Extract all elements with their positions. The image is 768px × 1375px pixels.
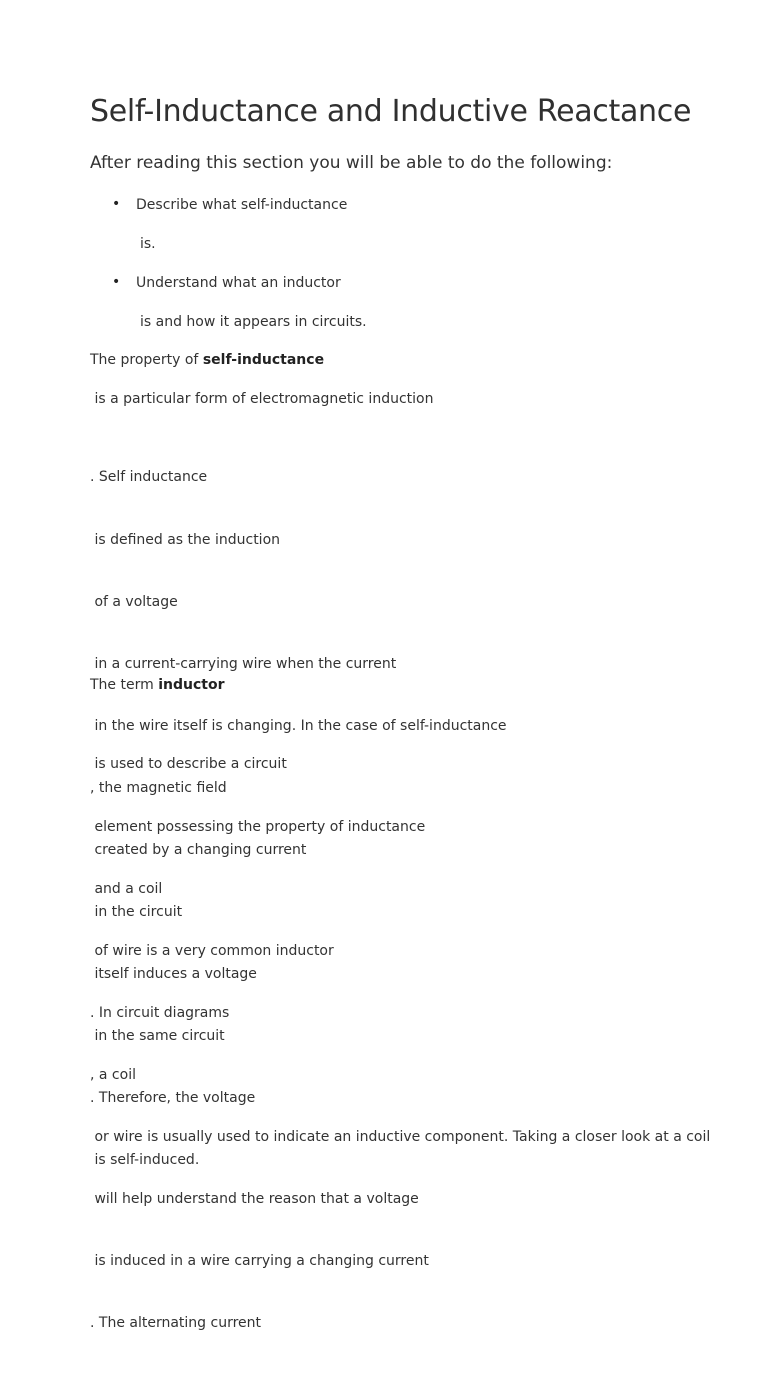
paragraph-line: in a current-carrying wire when the current — [90, 655, 397, 672]
bullet-marker: • — [112, 196, 121, 212]
paragraph-line: . In circuit diagrams — [90, 1004, 230, 1021]
bullet-item-continuation: is and how it appears in circuits. — [140, 314, 367, 330]
intro-text: After reading this section you will be able to do the following: — [90, 153, 613, 173]
paragraph-line: in the circuit — [90, 904, 183, 921]
page-title: Self-Inductance and Inductive Reactance — [90, 94, 692, 129]
paragraph-line: , a coil — [90, 1066, 136, 1083]
paragraph-line: is defined as the induction — [90, 531, 281, 548]
paragraph-line: . The alternating current — [90, 1315, 262, 1332]
paragraph-line: element possessing the property of inductance — [90, 818, 426, 835]
paragraph-lead — [90, 350, 324, 370]
bullet-item-text: Understand what an inductor — [136, 275, 341, 291]
term-inductor: inductor — [158, 677, 225, 693]
paragraph-line: itself induces a voltage — [90, 966, 257, 983]
paragraph-inductor — [90, 713, 710, 1375]
paragraph-line: is self-induced. — [90, 1152, 200, 1169]
paragraph-line: of wire is a very common inductor — [90, 942, 334, 959]
paragraph-line: is induced in a wire carrying a changing current — [90, 1253, 429, 1270]
paragraph-line: and a coil — [90, 880, 163, 897]
paragraph-line: is a particular form of electromagnetic induction — [90, 391, 434, 407]
paragraph-lead — [90, 675, 224, 695]
paragraph-line: is used to describe a circuit — [90, 756, 287, 773]
paragraph-line: of a voltage — [90, 593, 178, 610]
paragraph-line: in the wire itself is changing. In the case of self-inductance — [90, 717, 507, 734]
term-self-inductance: self-inductance — [202, 352, 325, 368]
paragraph-lead-text: The property of — [90, 352, 203, 368]
paragraph-line: created by a changing current — [90, 841, 307, 858]
bullet-item-continuation: is. — [140, 236, 156, 252]
paragraph-line: . Self inductance — [90, 469, 208, 486]
paragraph-line: . Therefore, the voltage — [90, 1090, 256, 1107]
paragraph-line: , the magnetic field — [90, 779, 227, 796]
paragraph-line: or wire is usually used to indicate an inductive component. Taking a closer look at a coil — [90, 1128, 711, 1145]
paragraph-lead-text: The term — [90, 677, 159, 693]
bullet-item-text: Describe what self-inductance — [136, 197, 348, 213]
paragraph-line: will help understand the reason that a voltage — [90, 1191, 419, 1208]
paragraph-line: in the same circuit — [90, 1028, 225, 1045]
bullet-marker: • — [112, 274, 121, 290]
